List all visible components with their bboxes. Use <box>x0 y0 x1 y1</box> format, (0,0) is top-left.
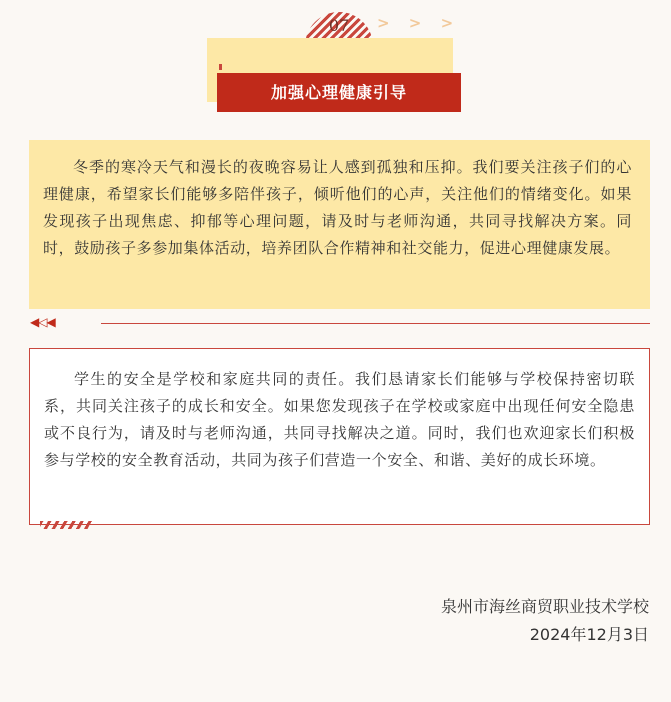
chevron-right-icons: > > > <box>377 14 461 32</box>
section-number: 07 <box>328 16 350 35</box>
stripe-decoration <box>40 521 92 529</box>
publish-date: 2024年12月3日 <box>529 625 649 644</box>
left-arrow-icons: ◀◁◀ <box>30 315 55 329</box>
mental-health-paragraph: 冬季的寒冷天气和漫长的夜晚容易让人感到孤独和压抑。我们要关注孩子们的心理健康，希望家长们能够多陪伴孩子，倾听他们的心声，关注他们的情绪变化。如果发现孩子出现焦虑、抑郁等心理问题，请及时与老师沟通，共同寻找解决方案。同时，鼓励孩子多参加集体活动，培养团队合作精神和社交能力，促进心理健康发展。 <box>43 158 632 257</box>
section-title: 加强心理健康引导 <box>217 73 461 112</box>
safety-paragraph-box <box>29 348 650 525</box>
signature-block <box>441 593 649 649</box>
divider-line <box>101 323 650 324</box>
mental-health-paragraph-box <box>29 140 650 309</box>
school-name: 泉州市海丝商贸职业技术学校 <box>440 597 649 616</box>
safety-paragraph: 学生的安全是学校和家庭共同的责任。我们恳请家长们能够与学校保持密切联系，共同关注孩子的成长和安全。如果您发现孩子在学校或家庭中出现任何安全隐患或不良行为，请及时与老师沟通，共同寻找解决之道。同时，我们也欢迎家长们积极参与学校的安全教育活动，共同为孩子们营造一个安全、和谐、美好的成长环境。 <box>44 370 635 469</box>
